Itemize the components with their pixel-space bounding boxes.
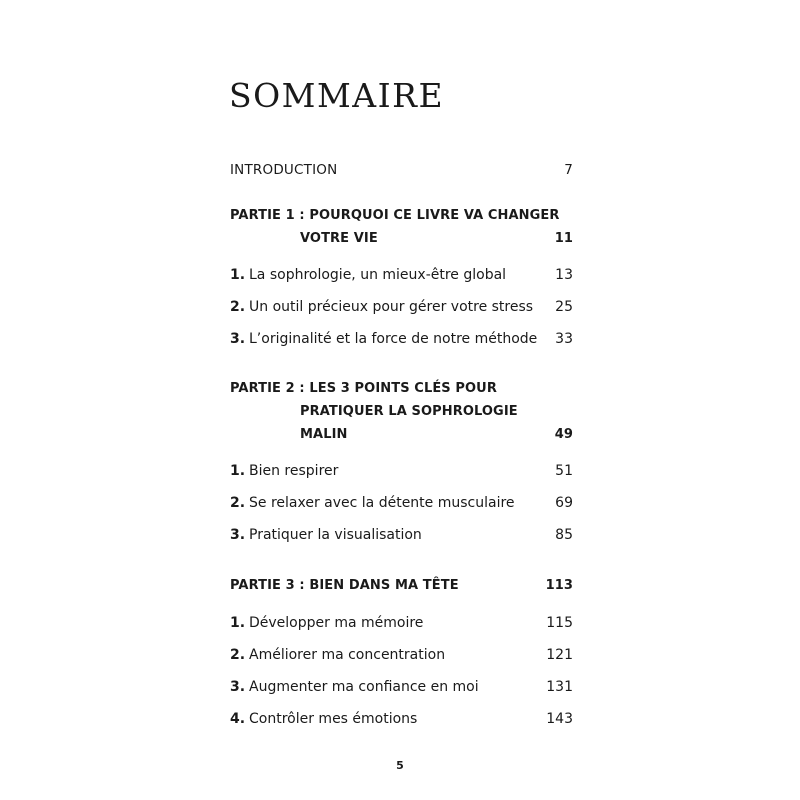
chapter-number: 2. [230,495,246,511]
chapter-title: Contrôler mes émotions [249,711,418,727]
chapter-number: 1. [230,615,246,631]
chapter-number: 3. [230,527,246,543]
chapter-number: 2. [230,299,246,315]
toc-page-number: 131 [546,679,573,695]
part-heading-line: PARTIE 3 : BIEN DANS MA TÊTE [230,578,459,593]
chapter-number: 1. [230,267,246,283]
toc-entry[interactable] [230,460,573,482]
part-heading-line: PARTIE 2 : LES 3 POINTS CLÉS POUR [230,381,497,396]
toc-page-number: 115 [546,615,573,631]
chapter-title: Améliorer ma concentration [249,647,446,663]
toc-entry[interactable] [230,644,573,666]
part-heading-line: MALIN [300,427,348,442]
toc-entry[interactable] [230,676,573,698]
chapter-title: Se relaxer avec la détente musculaire [249,495,515,511]
chapter-title: Augmenter ma confiance en moi [249,679,479,695]
part-heading-line: VOTRE VIE [300,231,378,246]
toc-page-number: 13 [555,267,573,283]
chapter-title: L’originalité et la force de notre méthode [249,331,538,347]
toc-entry[interactable] [230,524,573,546]
page-title: SOMMAIRE [229,76,445,115]
part-heading-2[interactable] [230,378,573,400]
toc-page-number: 121 [546,647,573,663]
toc-page-number: 7 [564,162,573,178]
toc-page-number: 113 [545,578,573,593]
toc-entry[interactable] [230,612,573,634]
toc-page-number: 143 [546,711,573,727]
part-heading-3[interactable] [230,575,573,597]
toc-entry[interactable] [230,264,573,286]
toc-entry[interactable] [230,328,573,350]
toc-entry[interactable] [230,708,573,730]
toc-page-number: 85 [555,527,573,543]
chapter-title: Bien respirer [249,463,339,479]
toc-entry-label: INTRODUCTION [230,162,338,178]
toc-entry[interactable] [230,296,573,318]
chapter-number: 3. [230,331,246,347]
part-heading-2-continued[interactable] [230,401,573,423]
part-heading-line: PARTIE 1 : POURQUOI CE LIVRE VA CHANGER [230,208,560,223]
part-heading-2-continued[interactable] [230,424,573,446]
toc-entry-introduction[interactable] [230,159,573,181]
part-heading-1-continued[interactable] [230,228,573,250]
part-heading-1[interactable] [230,205,573,227]
toc-page-number: 49 [554,427,573,442]
chapter-title: La sophrologie, un mieux-être global [249,267,507,283]
chapter-title: Pratiquer la visualisation [249,527,422,543]
chapter-title: Un outil précieux pour gérer votre stress [249,299,534,315]
chapter-number: 3. [230,679,246,695]
part-heading-line: PRATIQUER LA SOPHROLOGIE [300,404,518,419]
toc-page-number: 69 [555,495,573,511]
chapter-number: 2. [230,647,246,663]
toc-page-number: 51 [555,463,573,479]
chapter-number: 4. [230,711,246,727]
toc-page-number: 25 [555,299,573,315]
toc-page-number: 33 [555,331,573,347]
toc-entry[interactable] [230,492,573,514]
page-number-folio: 5 [396,759,404,772]
chapter-title: Développer ma mémoire [249,615,424,631]
toc-page-number: 11 [554,231,573,246]
chapter-number: 1. [230,463,246,479]
